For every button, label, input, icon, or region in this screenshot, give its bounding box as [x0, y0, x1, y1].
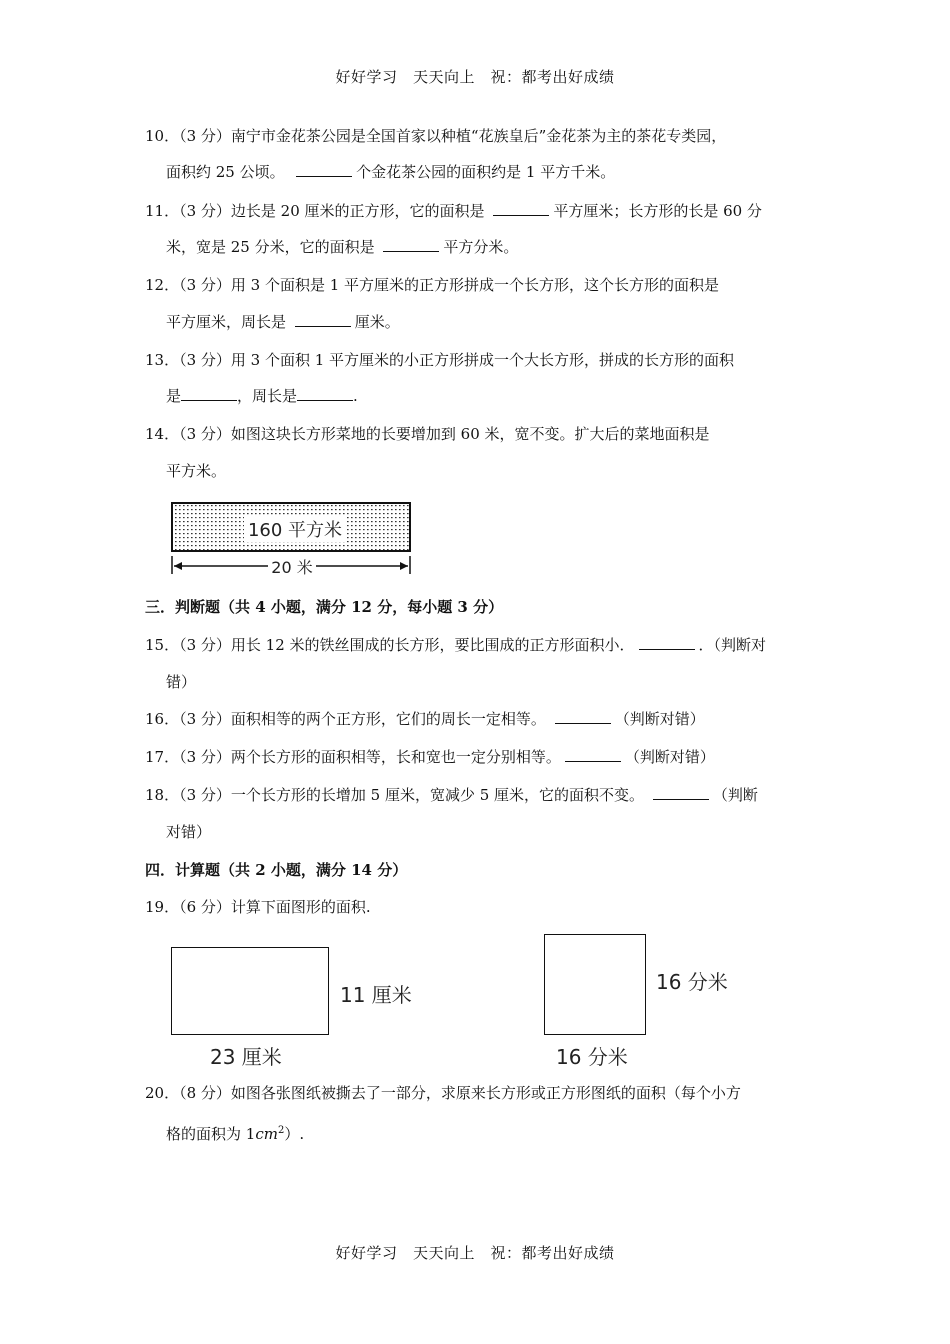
- q19-square: [544, 934, 646, 1035]
- q12-text-a: 平方厘米，周长是: [166, 313, 287, 331]
- q13-line2: [166, 386, 358, 406]
- q20-line2: [166, 1121, 304, 1144]
- q12-line1: 12．（3 分）用 3 个面积是 1 平方厘米的正方形拼成一个长方形，这个长方形的面积是: [145, 276, 720, 294]
- q18-line2: 对错）: [166, 823, 212, 841]
- q20-unit: cm: [255, 1125, 278, 1143]
- q20-text-b: ）.: [284, 1125, 305, 1143]
- q10-answer-blank[interactable]: [296, 162, 352, 177]
- page-header: 好好学习 天天向上 祝：都考出好成绩: [335, 68, 615, 86]
- q16-line1: [145, 709, 705, 729]
- q14-line2: 平方米。: [166, 462, 227, 480]
- page-footer: 好好学习 天天向上 祝：都考出好成绩: [335, 1244, 615, 1262]
- dimension-arrow-left: [174, 562, 182, 570]
- q16-text-a: 16．（3 分）面积相等的两个正方形，它们的周长一定相等。: [145, 710, 546, 728]
- q12-answer-blank[interactable]: [295, 312, 351, 327]
- q17-text-a: 17．（3 分）两个长方形的面积相等，长和宽也一定分别相等。: [145, 748, 561, 766]
- section-3-heading: 三．判断题（共 4 小题，满分 12 分，每小题 3 分）: [145, 598, 504, 616]
- q18-text-b: （判断: [712, 786, 758, 804]
- q11-text-d: 平方分米。: [443, 238, 519, 256]
- q18-text-a: 18．（3 分）一个长方形的长增加 5 厘米，宽减少 5 厘米，它的面积不变。: [145, 786, 645, 804]
- garden-length-label: 20 米: [271, 558, 313, 577]
- q19-square-side-label: 16 分米: [656, 970, 728, 994]
- q11-line1: [145, 201, 762, 221]
- q13-answer-blank-2[interactable]: [297, 386, 353, 401]
- q19-rect-height-label: 11 厘米: [340, 983, 412, 1007]
- q12-text-b: 厘米。: [354, 313, 400, 331]
- q17-answer-blank[interactable]: [565, 747, 621, 762]
- q11-text-a: 11．（3 分）边长是 20 厘米的正方形，它的面积是: [145, 202, 485, 220]
- q18-answer-blank[interactable]: [653, 785, 709, 800]
- q17-text-b: （判断对错）: [624, 748, 715, 766]
- q15-text-a: 15．（3 分）用长 12 米的铁丝围成的长方形，要比围成的正方形面积小．: [145, 636, 635, 654]
- q19-line1: 19．（6 分）计算下面图形的面积.: [145, 898, 371, 916]
- q20-line1: 20．（8 分）如图各张图纸被撕去了一部分，求原来长方形或正方形图纸的面积（每个小方: [145, 1084, 741, 1102]
- q16-text-b: （判断对错）: [614, 710, 705, 728]
- q11-line2: [166, 237, 518, 257]
- section-4-heading: 四．计算题（共 2 小题，满分 14 分）: [145, 861, 408, 879]
- q12-line2: [166, 312, 400, 332]
- q11-answer-blank-1[interactable]: [493, 201, 549, 216]
- q13-text-b: ，周长是: [237, 387, 298, 405]
- q14-line1: 14．（3 分）如图这块长方形菜地的长要增加到 60 米，宽不变。扩大后的菜地面积是: [145, 425, 710, 443]
- q13-answer-blank-1[interactable]: [181, 386, 237, 401]
- q13-text-c: .: [353, 387, 358, 405]
- q19-rectangle: [171, 947, 329, 1035]
- q11-answer-blank-2[interactable]: [383, 237, 439, 252]
- q11-text-b: 平方厘米；长方形的长是 60 分: [553, 202, 762, 220]
- q13-text-a: 是: [166, 387, 182, 405]
- q15-line2: 错）: [166, 673, 197, 691]
- garden-area-label: 160 平方米: [247, 520, 343, 541]
- q10-text-b: 个金花茶公园的面积约是 1 平方千米。: [356, 163, 616, 181]
- q10-line2: [166, 162, 615, 182]
- q16-answer-blank[interactable]: [555, 709, 611, 724]
- dimension-arrow-right: [400, 562, 408, 570]
- q17-line1: [145, 747, 715, 767]
- q19-square-bottom-label: 16 分米: [556, 1045, 628, 1069]
- q18-line1: [145, 785, 758, 805]
- q15-line1: [145, 635, 766, 655]
- q11-text-c: 米，宽是 25 分米，它的面积是: [166, 238, 375, 256]
- q10-text-a: 面积约 25 公顷。: [166, 163, 278, 181]
- q20-text-a: 格的面积为 1: [166, 1125, 256, 1143]
- q14-garden-figure: [166, 496, 418, 578]
- q20-exponent: 2: [277, 1125, 285, 1136]
- q13-line1: 13．（3 分）用 3 个面积 1 平方厘米的小正方形拼成一个大长方形，拼成的长方形的面积: [145, 351, 735, 369]
- q15-text-b: ．（判断对: [698, 636, 767, 654]
- q10-line1: 10．（3 分）南宁市金花茶公园是全国首家以种植“花族皇后”金花茶为主的茶花专类园，: [145, 127, 727, 145]
- q15-answer-blank[interactable]: [639, 635, 695, 650]
- q19-rect-width-label: 23 厘米: [210, 1045, 282, 1069]
